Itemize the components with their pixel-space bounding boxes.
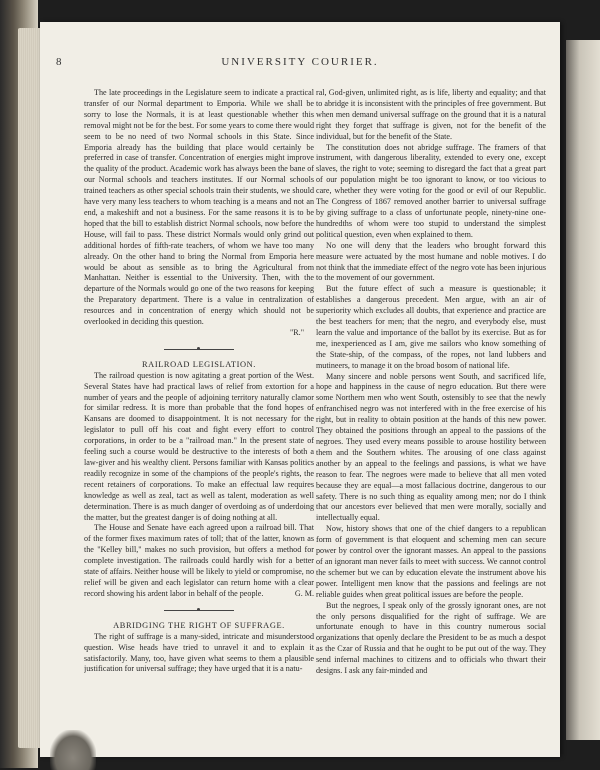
- right-column: [316, 88, 546, 748]
- suffrage-paragraph-history: Now, history shows that one of the chief dangers to a republican form of government is that eloquent and scheming men can secure power by control over the ignorant masses. An appeal to the passions of an ignorant man never fails to meet with success. We cannot control the schemer but we can by education elevate the instrument above his power. Intelligent men know that the passions and feelings are not reliable guides when great political issues are before the people.: [316, 524, 546, 599]
- suffrage-paragraph-future-effect: But the future effect of such a measure is questionable; it establishes a dangerous precedent. Men argue, with an air of superiority which excludes all doubts, that experience and practice are the best teachers for men; that the negro, and everybody else, must learn the value and importance of the ballot by its exercise. But as for me, inexperienced as I am, give me sailors who know something of the State-ship, of the compass, of the ropes, not land lubbers and mutineers, to manage it on the broad bosom of national life.: [316, 284, 546, 370]
- heading-abridging-suffrage: ABRIDGING THE RIGHT OF SUFFRAGE.: [113, 620, 285, 630]
- suffrage-paragraph-organizations: But the negroes, I speak only of the grossly ignorant ones, are not the only persons disqualified for the right of suffrage. We are unfortunate enough to have in this country numerous social organizations that openly declare the President to be as much a despot as the Czar of Russia and that he ought to be put out of the way. They send infernal machines to citizens and to officials who thwart their designs. I ask any fair-minded and: [316, 600, 546, 676]
- suffrage-paragraph-constitution: The constitution does not abridge suffrage. The framers of that instrument, with dangerous liberality, extended to every one, except slaves, the right to vote; seeming to disregard the fact that a great part of our population might be too ignorant to know, or too vicious to care, whether they were voting for the good or evil of our Republic. The Congress of 1867 removed another barrier to universal suffrage by giving suffrage to a class of unfortunate people, ninety-nine one-hundredths of whom were too stupid to understand the simplest political question, even when explained to them.: [316, 142, 546, 239]
- suffrage-paragraph-south: Many sincere and noble persons went South, and sacrificed life, hope and happiness in the cause of negro education. But there were some Northern men who went South, ostensibly to see that the newly enfranchised negro was not interfered with in the free exercise of his right, but in reality to obtain position at the hands of this new power. They obtained the positions through an appeal to the passions of the negroes. They used every means possible to arouse hostility between them and the Southern whites. The arousing of one class against another by an appeal to the feelings and passions, is what we have reason to fear. The negroes were made to believe that all men voted because they are equal—a most fallacious doctrine, dangerous to our safety. There is no such thing as equality among men; nor do I think that our ancestors ever believed that men were morally, socially and intellectually equal.: [316, 371, 546, 523]
- left-column: [84, 88, 314, 748]
- suffrage-paragraph-1: The right of suffrage is a many-sided, intricate and misunderstood question. Wise heads have tried to unravel it and to explain it satisfactorily. Many, too, have given what seems to them a plausible justification for universal suffrage; they have urged that it is a natu-: [84, 631, 314, 674]
- document-page: [40, 22, 560, 757]
- heading-railroad-legislation: RAILROAD LEGISLATION.: [141, 359, 257, 369]
- article-normal-schools: The late proceedings in the Legislature seem to indicate a practical transfer of our Normal department to Emporia. While we shall be sorry to lose the Normals, it is at least questionable whether this removal might not be for the best. For some years to come there would seem to be no need of two Normal schools in this State. Since Emporia already has the building that place would certainly be preferred in case of transfer. Concentration of energies might improve the quality of the product. Academic work has always been the bane of our Normal schools and teachers institutes. If our Normal schools trained teachers as other special schools train their students, we should have very many less teachers to whom teaching is a means and not an end, a makeshift and not a business. For the same reasons it is to be hoped that the bill to establish district Normal schools, now before the House, will fail to pass. These district Normals would only grind out additional hordes of fifth-rate teachers, of whom we have too many already. On the other hand to bring the Normal from Emporia here would be about as sensible as to bring the Agricultural from Manhattan. Neither is essential to the University. Then, with the departure of the Normals would go one of the two reasons for keeping the Preparatory department. There is a value in centralization of resources and in concentration of energy which should not be overlooked in deciding this question.: [84, 88, 314, 327]
- scanner-thumb: [50, 730, 96, 770]
- running-title: UNIVERSITY COURIER.: [221, 56, 379, 68]
- railroad-paragraph-2: [84, 523, 314, 599]
- page-number: 8: [56, 56, 62, 68]
- section-divider: [164, 610, 234, 611]
- section-divider: [164, 349, 234, 350]
- suffrage-paragraph-leaders: No one will deny that the leaders who brought forward this measure were actuated by the most humane and noble motives. I do not think that the immediate effect of the negro vote has been injurious to the movement of our government.: [316, 240, 546, 283]
- facing-page-edge: [566, 40, 600, 740]
- railroad-paragraph-2-text: The House and Senate have each agreed upon a railroad bill. That of the former fixes maximum rates of toll; that of the latter, known as the "Kelley bill," makes no such provision, but offers a method for complete investigation. The railroads could hardly wish for a better state of affairs. Neither house will be likely to yield or compromise, no relief will be given and each legislator can return home with a clear record showing his ardent labor in behalf of the people.: [84, 523, 314, 598]
- article-signature-gm: G. M.: [294, 588, 314, 598]
- suffrage-continued-paragraph: ral, God-given, unlimited right, as is life, liberty and equality; and that to abridge it is inconsistent with the principles of free government. But when men demand universal suffrage on the ground that it is a natural right they forget that suffrage is given, not for the benefit of the individual, but for the benefit of the State.: [316, 88, 546, 141]
- page-header: [40, 56, 560, 74]
- railroad-paragraph-1: The railroad question is now agitating a great portion of the West. Several States have had practical laws of relief from extortion for a number of years and the people of adjoining territory naturally clamor for similar redress. It is more than probable that the fond hopes of Kansans are doomed to disappointment. It is not necessary for the legislator to pull off his coat and fight every effort to control corporations, in order to be a "railroad man." In the present state of feeling such a course would be destructive to the interests of both a law-giver and his wealthy client. Persons familiar with Kansas politics readily recognize in some of the champions of the people's rights, the recent retainers of corporations. To make an effectual law requires knowledge as well as zeal, tact as well as talent, moderation as well determination. There is as much danger of overdoing as of underdoing the matter, but the greatest danger is of doing nothing at all.: [84, 370, 314, 522]
- article-signature-r: "R.": [289, 327, 304, 337]
